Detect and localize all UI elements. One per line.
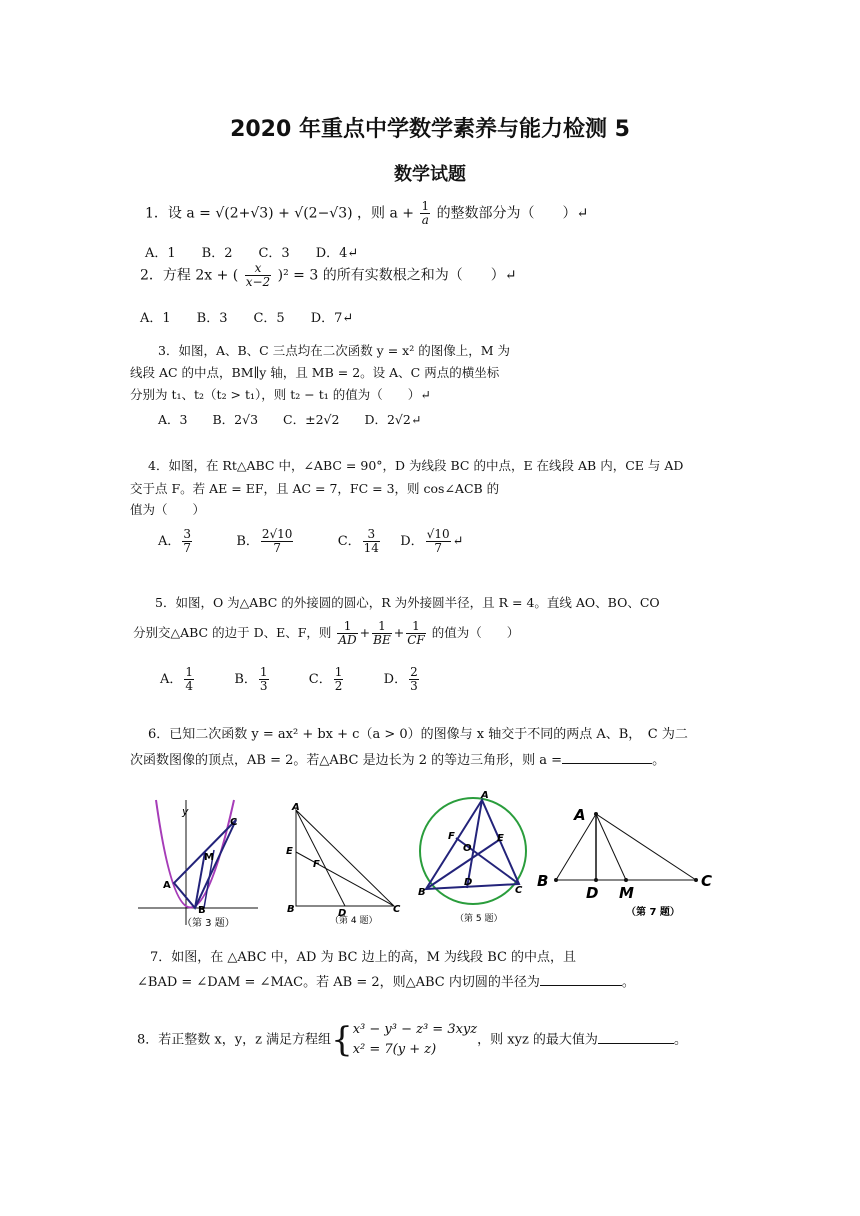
q2-fraction: $\frac{x}{x-2}$ (245, 261, 271, 289)
fig3-caption: （第 3 题） (182, 918, 235, 929)
fig5-label-d: D (464, 877, 473, 888)
fig7-label-m: M (619, 884, 634, 902)
q7-answer-blank (540, 985, 622, 986)
q6-line1: 6．已知二次函数 y = ax² + bx + c（a > 0）的图像与 x 轴交于不同的两点 A、B， C 为二 (148, 727, 688, 742)
fig4-label-e: E (286, 846, 293, 857)
fig5-label-b: B (418, 887, 426, 898)
fig3-label-m: M (204, 852, 214, 863)
q4-options: A． $\frac{3}{7}$ B． $\frac{2√10}{7}$ C． $\frac{3}{14}$ D． $\frac{√10}{7}$ ↵ (158, 527, 464, 555)
q1-fraction: $\frac{1}{a}$ (421, 199, 430, 227)
page-subtitle: 数学试题 (394, 164, 466, 185)
q8-system: x³ − y³ − z³ = 3xyz x² = 7(y + z) (352, 1022, 478, 1057)
figure-7 (536, 800, 718, 922)
fig5-caption: （第 5 题） (455, 914, 503, 924)
fig5-label-a: A (481, 790, 489, 801)
fig4-label-d: D (338, 908, 347, 919)
q1-stem: 1．设 a = √(2+√3) + √(2−√3) ，则 a + (145, 205, 415, 222)
q8-answer-blank (598, 1043, 674, 1044)
q7-line1: 7．如图，在 △ABC 中，AD 为 BC 边上的高，M 为线段 BC 的中点，且 (150, 950, 577, 965)
fig4-label-b: B (287, 904, 295, 915)
fig7-label-a: A (574, 806, 586, 824)
fig7-caption: （第 7 题） (626, 907, 680, 918)
q3-options: A．3 B．2√3 C．±2√2 D．2√2↵ (158, 412, 422, 427)
fig5-label-f: F (448, 831, 455, 842)
q3-line2: 线段 AC 的中点，BM∥y 轴，且 MB = 2。设 A、C 两点的横坐标 (130, 365, 500, 380)
q4-line1: 4．如图，在 Rt△ABC 中，∠ABC = 90°，D 为线段 BC 的中点，E 在线段 AB 内，CE 与 AD (148, 458, 684, 473)
q1-options: A．1 B．2 C．3 D．4↵ (145, 246, 359, 261)
fig4-label-a: A (292, 802, 300, 813)
fig7-label-b: B (537, 872, 549, 890)
q5-options: A． $\frac{1}{4}$ B． $\frac{1}{3}$ C． $\frac{1}{2}$ D． $\frac{2}{3}$ (160, 665, 418, 693)
fig3-label-a: A (163, 880, 171, 891)
fig4-label-c: C (393, 904, 401, 915)
question-8: 8．若正整数 x，y，z 满足方程组{ x³ − y³ − z³ = 3xyz x² = 7(y + z) ，则 xyz 的最大值为 。 (137, 1020, 687, 1060)
q3-line3: 分别为 t₁、t₂（t₂ > t₁），则 t₂ − t₁ 的值为（ ）↵ (130, 387, 431, 402)
fig4-label-f: F (313, 859, 320, 870)
q6-answer-blank (562, 763, 652, 764)
fig5-label-c: C (515, 885, 523, 896)
q5-line2: 分别交△ABC 的边于 D、E、F，则 $\frac{1}{AD}$ + $\frac{1}{BE}$ + $\frac{1}{CF}$ 的值为（ ） (133, 619, 520, 647)
fig7-label-c: C (701, 872, 713, 890)
question-2 (140, 262, 516, 289)
q2-options: A．1 B．3 C．5 D．7↵ (140, 311, 354, 326)
question-1 (145, 200, 588, 227)
q5-line1: 5．如图，O 为△ABC 的外接圆的圆心，R 为外接圆半径，且 R = 4。直线 AO、BO、CO (155, 595, 660, 610)
figure-4 (282, 800, 402, 928)
page-title: 2020 年重点中学数学素养与能力检测 5 (230, 117, 630, 142)
q8-brace: { (331, 1020, 353, 1060)
figure-5 (415, 787, 535, 927)
q1-tail: 的整数部分为（ ）↵ (436, 205, 589, 222)
fig3-label-c: C (230, 817, 238, 828)
fig7-label-d: D (586, 884, 599, 902)
q6-line2: 次函数图像的顶点，AB = 2。若△ABC 是边长为 2 的等边三角形，则 a = 。 (130, 753, 666, 768)
q2-stem: 2．方程 2x + ( (140, 267, 239, 284)
fig5-label-e: E (497, 833, 504, 844)
fig5-label-o: O (463, 843, 472, 854)
q4-line3: 值为（ ） (130, 502, 206, 517)
q4-line2: 交于点 F。若 AE = EF，且 AC = 7，FC = 3，则 cos∠ACB 的 (130, 481, 500, 496)
q7-line2: ∠BAD = ∠DAM = ∠MAC。若 AB = 2，则△ABC 内切圆的半径为 。 (137, 975, 635, 990)
fig3-label-b: B (198, 905, 206, 916)
fig4-caption: （第 4 题） (330, 916, 378, 926)
q2-tail: )² = 3 的所有实数根之和为（ ）↵ (277, 267, 517, 284)
figure-3 (138, 795, 264, 930)
q3-line1: 3．如图，A、B、C 三点均在二次函数 y = x² 的图像上，M 为 (158, 343, 510, 358)
fig3-label-y: y (182, 805, 189, 818)
